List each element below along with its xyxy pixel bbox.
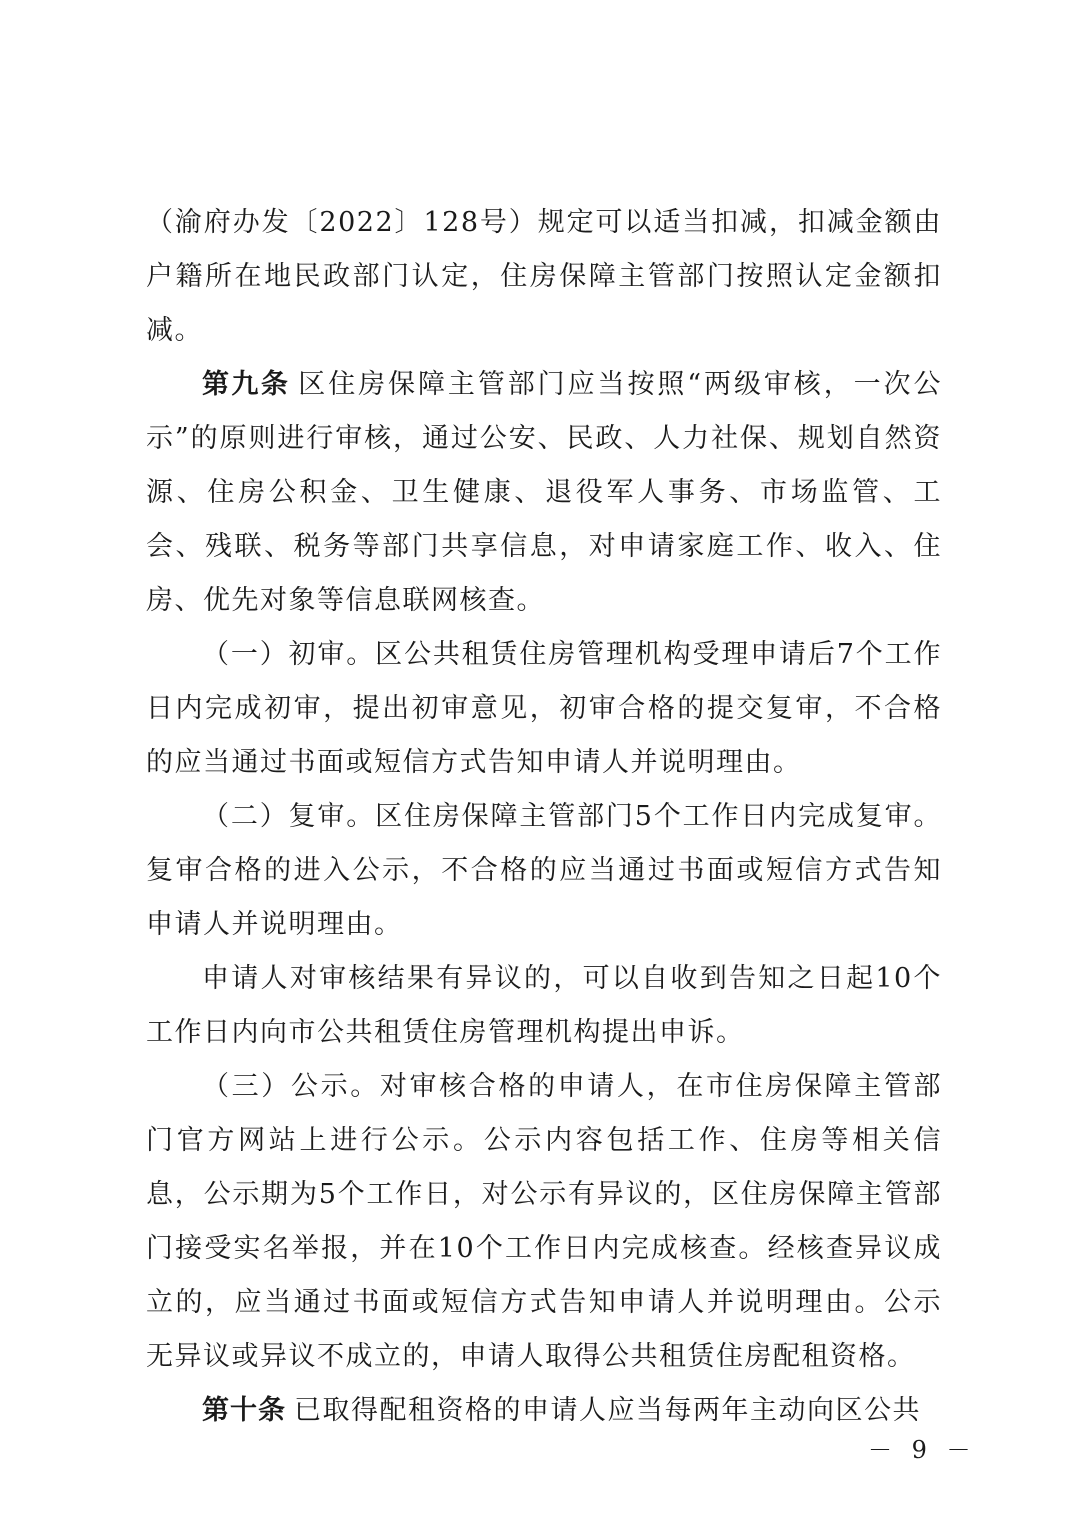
article-heading: 第九条 [202, 369, 291, 400]
article-heading: 第十条 [202, 1395, 286, 1426]
paragraph-text: （一）初审。区公共租赁住房管理机构受理申请后7个工作日内完成初审，提出初审意见，初审合格的提交复审，不合格的应当通过书面或短信方式告知申请人并说明理由。 [146, 639, 942, 778]
paragraph-text: （二）复审。区住房保障主管部门5个工作日内完成复审。复审合格的进入公示，不合格的应当通过书面或短信方式告知申请人并说明理由。 [146, 801, 942, 940]
clause-public-notice [146, 1060, 942, 1384]
paragraph-text: （渝府办发〔2022〕128号）规定可以适当扣减，扣减金额由户籍所在地民政部门认定，住房保障主管部门按照认定金额扣减。 [146, 207, 942, 346]
appeal-paragraph [146, 952, 942, 1060]
article-10 [146, 1384, 942, 1438]
page-number: － 9 － [868, 1436, 977, 1464]
paragraph-continuation [146, 196, 942, 358]
paragraph-text: （三）公示。对审核合格的申请人，在市住房保障主管部门官方网站上进行公示。公示内容包括工作、住房等相关信息，公示期为5个工作日，对公示有异议的，区住房保障主管部门接受实名举报，并在10个工作日内完成核查。经核查异议成立的，应当通过书面或短信方式告知申请人并说明理由。公示无异议或异议不成立的，申请人取得公共租赁住房配租资格。 [146, 1071, 942, 1372]
document-body [146, 196, 942, 1438]
clause-second-review [146, 790, 942, 952]
paragraph-text: 已取得配租资格的申请人应当每两年主动向区公共 [294, 1395, 921, 1426]
paragraph-text: 申请人对审核结果有异议的，可以自收到告知之日起10个工作日内向市公共租赁住房管理机构提出申诉。 [146, 963, 942, 1048]
clause-preliminary-review [146, 628, 942, 790]
article-9 [146, 358, 942, 628]
paragraph-text: 区住房保障主管部门应当按照“两级审核，一次公示”的原则进行审核，通过公安、民政、人力社保、规划自然资源、住房公积金、卫生健康、退役军人事务、市场监管、工会、残联、税务等部门共享信息，对申请家庭工作、收入、住房、优先对象等信息联网核查。 [146, 369, 942, 616]
